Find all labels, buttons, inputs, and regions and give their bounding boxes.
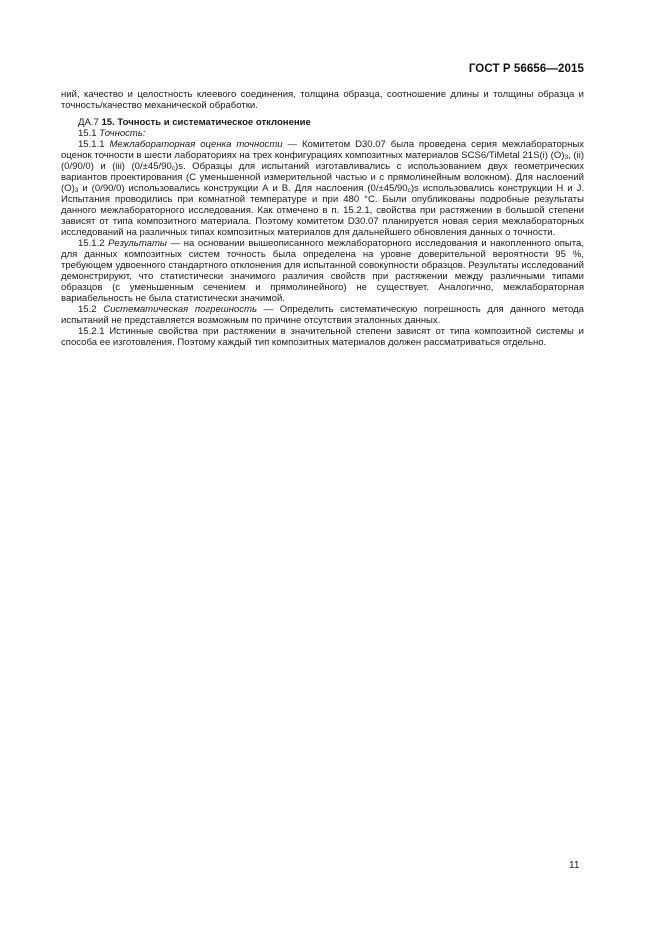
- paragraph-text: — Комитетом D30.07 была проведена серия межлабораторных оценок точности в шести лабораториях на трех конфигурациях композитных материалов SCS6/TiMetal 21S(i) (O): [61, 139, 585, 161]
- paragraph-text: — на основании вышеописанного межлабораторного исследования и накопленного опыта, для данных композитных систем точность была определена на уровне доверительной вероятности 95 %, требующем удвоенного стандартного отклонения для испытанной совокупности образцов. Результаты исследований демонстрируют, что статистически значимого различия свойств при растяжении между различными типами образцов (с уменьшенным сечением и прямолинейного) не существует. Аналогично, межлабораторная вариабельность не была статистически значимой.: [61, 238, 585, 304]
- subsection-title: Результаты: [108, 238, 167, 249]
- subsection-title: Систематическая погрешность: [103, 304, 257, 315]
- subscript: 3: [564, 154, 569, 161]
- continuation-line-1: ний, качество и целостность клеевого соединения, толщина образца, соотношение длины и толщины образца и: [61, 89, 584, 100]
- subsection-number: 15.2: [78, 304, 97, 315]
- section-heading: [61, 117, 584, 128]
- paragraph-text: — Определить систематическую погрешность для данного метода испытаний не представляется возможным по причине отсутствия эталонных данных.: [61, 304, 584, 326]
- subsection-title: Точность:: [99, 128, 146, 139]
- subsection-number: 15.1: [78, 128, 97, 139]
- subsection-number: 15.2.1: [78, 326, 105, 337]
- subsection-15-1: [61, 128, 584, 139]
- paragraph-text: )s использовались конструкции H и J. Испытания проводились при комнатной температуре и при 480 °С. Были опубликованы подробные результаты данного межлабораторного исследования. Как отмечено в п. 15.2.1, свойства при растяжении в большой степени зависят от типа композитного материала. Поэтому комитетом D30.07 планируется новая серия межлабораторных исследований на различных типах композитных материалов для дальнейшего обновления данных о точности.: [61, 183, 585, 238]
- section-prefix: ДА.7: [78, 117, 99, 128]
- continuation-line-2: точность/качество механической обработки.: [61, 100, 258, 111]
- subsection-15-2-1: [61, 326, 584, 348]
- paragraph-text: )s. Образцы для испытаний изготавливались с использованием двух геометрических вариантов проектирования (С уменьшенной измерительной частью и с прямолинейным волокном). Для наслоений (O): [61, 161, 584, 194]
- subsection-15-1-1: [61, 139, 584, 238]
- section-title: 15. Точность и систематическое отклонение: [101, 117, 311, 128]
- subsection-15-1-2: [61, 238, 584, 304]
- document-body: [61, 89, 584, 348]
- continuation-paragraph: [61, 89, 584, 111]
- subsection-15-2: [61, 304, 584, 326]
- paragraph-text: и (0/90/0) использовались конструкции А и В. Для наслоения (0/±45/90: [78, 183, 408, 194]
- subscript: 3: [74, 187, 79, 194]
- paragraph-text: , (ii) (0/90/0) и (iii) (0/±45/90: [61, 150, 585, 172]
- page-number: 11: [569, 860, 580, 871]
- subscript: c: [171, 165, 176, 172]
- subsection-title: Межлабораторная оценка точности: [109, 139, 283, 150]
- subsection-number: 15.1.1: [78, 139, 105, 150]
- document-code: ГОСТ Р 56656—2015: [468, 63, 584, 75]
- paragraph-text: Истинные свойства при растяжении в значительной степени зависят от типа композитной системы и способа ее изготовления. Поэтому каждый тип композитных материалов должен рассматриваться отдельно.: [61, 326, 584, 348]
- subscript: c: [407, 187, 411, 194]
- subsection-number: 15.1.2: [78, 238, 105, 249]
